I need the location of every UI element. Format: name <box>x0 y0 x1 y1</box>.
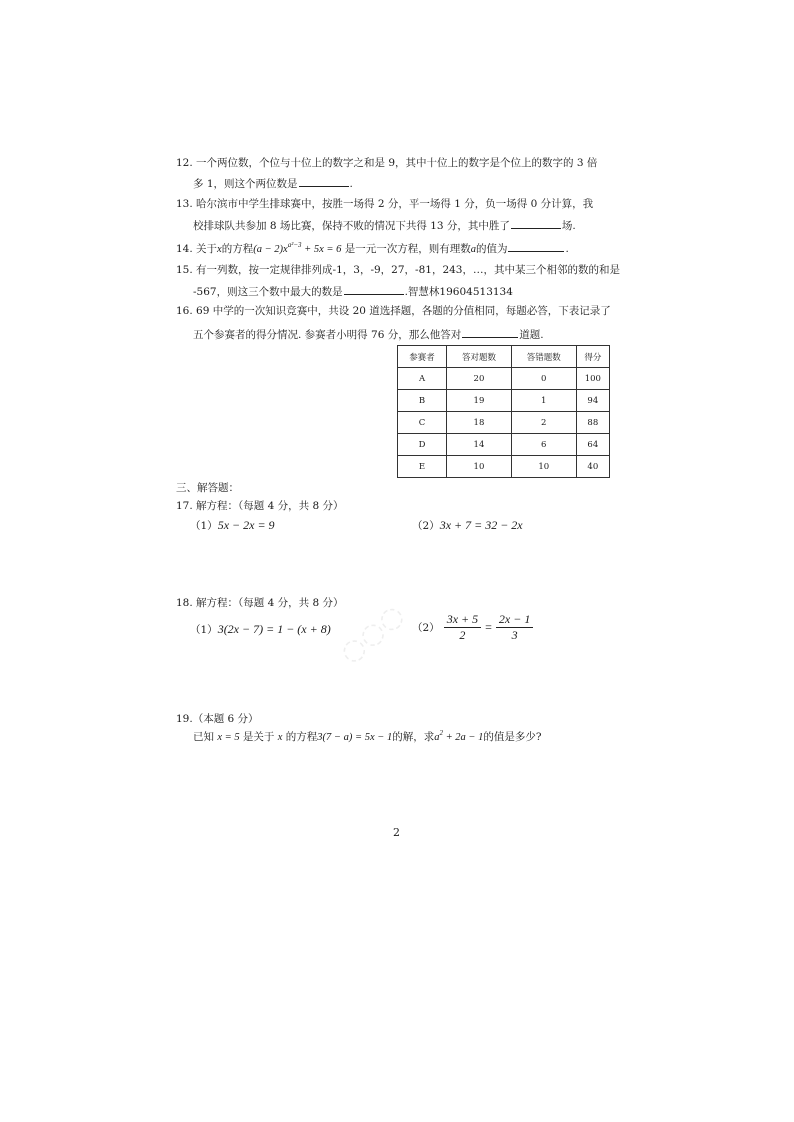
q14-suffix: 的值为 <box>475 243 508 255</box>
q12-text: 多 1，则这个两位数是 <box>193 178 298 190</box>
q18-p1-label: （1） <box>190 624 218 636</box>
q14-mid2: 是一元一次方程，则有理数 <box>341 243 471 255</box>
q19-mid3: 的解，求 <box>392 731 435 743</box>
q15-text: -567，则这三个数中最大的数是 <box>193 286 343 298</box>
q12-answer-blank[interactable] <box>299 175 349 187</box>
q15-answer-blank[interactable] <box>344 283 404 295</box>
cell-score: 88 <box>576 412 609 434</box>
q17-p1-label: （1） <box>190 520 218 532</box>
q18-p1-equation: 3(2x − 7) = 1 − (x + 8) <box>217 622 331 636</box>
cell-participant: B <box>398 390 447 412</box>
q18-right-denominator: 3 <box>511 628 518 642</box>
q15-end: .智慧林19604513134 <box>404 286 513 298</box>
header-cell: 答错题数 <box>511 346 576 368</box>
cell-participant: E <box>398 456 447 478</box>
q17-title: 17. 解方程：（每题 4 分，共 8 分） <box>176 500 344 512</box>
q14-equation-tail: + 5x = 6 <box>301 244 342 255</box>
q19-equation: 3(7 − a) = 5x − 1 <box>317 732 393 743</box>
q12-line2 <box>193 175 353 191</box>
header-cell: 答对题数 <box>447 346 512 368</box>
q19-expr-exponent: 2 <box>439 729 443 737</box>
header-cell: 得分 <box>576 346 609 368</box>
q16-end: 道题. <box>519 329 544 341</box>
section3-title: 三、解答题： <box>176 482 239 494</box>
q18-left-fraction <box>444 612 481 643</box>
cell-wrong: 0 <box>511 368 576 390</box>
q13-line2 <box>193 217 576 233</box>
table-row <box>398 368 610 390</box>
cell-participant: C <box>398 412 447 434</box>
score-table <box>397 345 610 478</box>
q18-left-denominator: 2 <box>459 628 466 642</box>
q14-end: . <box>565 243 569 255</box>
q19-title: 19.（本题 6 分） <box>176 713 259 725</box>
q19-prefix: 已知 <box>193 731 218 743</box>
q14-line <box>176 240 569 257</box>
cell-score: 64 <box>576 434 609 456</box>
q19-expr-a: a <box>434 732 440 743</box>
q16-line2 <box>193 326 544 342</box>
cell-correct: 20 <box>447 368 512 390</box>
cell-wrong: 2 <box>511 412 576 434</box>
q19-mid1: 是关于 <box>239 731 278 743</box>
q15-line2 <box>193 283 513 299</box>
q13-end: 场. <box>561 220 576 232</box>
q17-p1-equation: 5x − 2x = 9 <box>217 518 275 532</box>
q18-equals: = <box>485 620 492 634</box>
cell-score: 94 <box>576 390 609 412</box>
header-cell: 参赛者 <box>398 346 447 368</box>
q19-body <box>193 730 542 745</box>
score-table-header-row <box>398 346 610 368</box>
q16-text: 五个参赛者的得分情况. 参赛者小明得 76 分，那么他答对 <box>193 329 462 341</box>
cell-correct: 18 <box>447 412 512 434</box>
q14-answer-blank[interactable] <box>508 240 564 252</box>
q14-exponent: a²−3 <box>287 241 302 249</box>
q19-expression <box>434 729 484 743</box>
q16-answer-blank[interactable] <box>462 326 518 338</box>
cell-participant: A <box>398 368 447 390</box>
q14-equation <box>253 241 342 255</box>
cell-score: 40 <box>576 456 609 478</box>
q14-var-a: a <box>470 244 476 255</box>
q13-answer-blank[interactable] <box>511 217 561 229</box>
q17-p2-label: （2） <box>412 520 440 532</box>
q17-part1 <box>190 518 275 533</box>
table-row <box>398 434 610 456</box>
q13-line1: 13. 哈尔滨市中学生排球赛中，按胜一场得 2 分，平一场得 1 分，负一场得 0 分计算，我 <box>176 198 594 210</box>
q18-left-numerator: 3x + 5 <box>444 612 481 628</box>
q14-mid1: 的方程 <box>221 243 254 255</box>
q12-line1: 12. 一个两位数，个位与十位上的数字之和是 9，其中十位上的数字是个位上的数字的 3 倍 <box>176 157 598 169</box>
q12-end: . <box>349 178 353 190</box>
q19-condition: x = 5 <box>217 732 240 743</box>
q18-part1 <box>190 622 331 637</box>
q15-line1: 15. 有一列数，按一定规律排列成-1，3，-9，27，-81，243，…，其中某三个相邻的数的和是 <box>176 264 620 276</box>
q18-right-fraction <box>496 612 533 643</box>
cell-correct: 10 <box>447 456 512 478</box>
page-number: 2 <box>393 826 400 839</box>
q14-prefix: 14. 关于 <box>176 243 218 255</box>
q14-equation-base: (a − 2)x <box>253 244 288 255</box>
cell-correct: 14 <box>447 434 512 456</box>
q18-right-numerator: 2x − 1 <box>496 612 533 628</box>
cell-wrong: 6 <box>511 434 576 456</box>
cell-wrong: 10 <box>511 456 576 478</box>
table-row <box>398 390 610 412</box>
watermark-stamp: ◌◌◌ <box>332 597 411 670</box>
cell-correct: 19 <box>447 390 512 412</box>
q19-expr-rest: + 2a − 1 <box>442 732 484 743</box>
table-row <box>398 456 610 478</box>
q17-p2-equation: 3x + 7 = 32 − 2x <box>439 518 523 532</box>
q17-part2 <box>412 518 523 533</box>
table-row <box>398 412 610 434</box>
q18-p2-label: （2） <box>412 622 440 634</box>
cell-participant: D <box>398 434 447 456</box>
q18-title: 18. 解方程：（每题 4 分，共 8 分） <box>176 597 344 609</box>
q14-var-x: x <box>217 244 222 255</box>
cell-score: 100 <box>576 368 609 390</box>
q16-line1: 16. 69 中学的一次知识竞赛中，共设 20 道选择题，各题的分值相同，每题必答，下表记录了 <box>176 305 611 317</box>
q13-text: 校排球队共参加 8 场比赛，保持不败的情况下共得 13 分，其中胜了 <box>193 220 510 232</box>
q19-suffix: 的值是多少? <box>483 731 542 743</box>
cell-wrong: 1 <box>511 390 576 412</box>
q19-var-x: x <box>277 732 283 743</box>
q19-mid2: 的方程 <box>282 731 318 743</box>
